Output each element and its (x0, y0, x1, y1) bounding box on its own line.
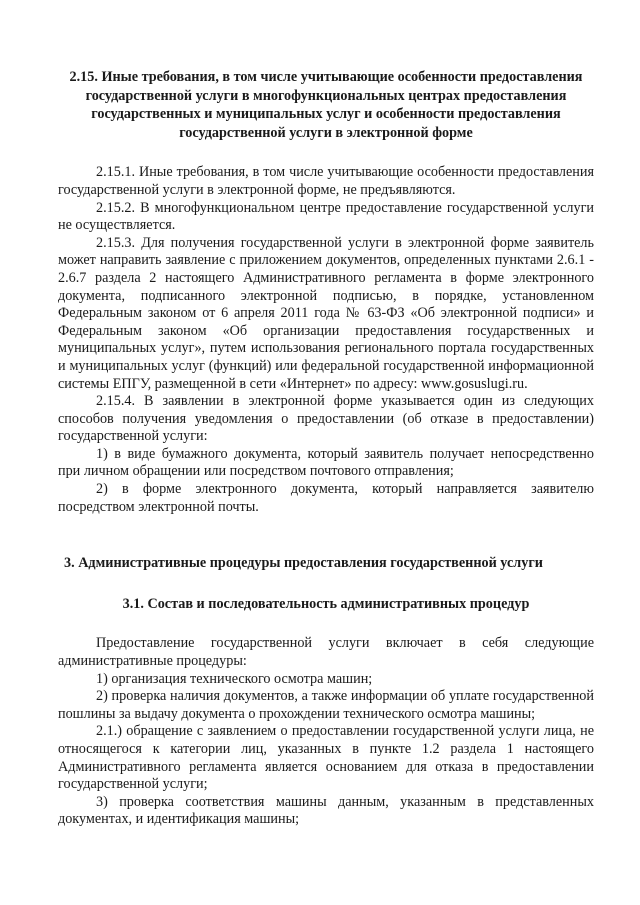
section-3-heading: 3. Административные процедуры предоставления государственной услуги (64, 555, 543, 572)
section-3-1-body (58, 635, 594, 829)
section-2-15-body (58, 164, 594, 516)
list-item-procedure-2: 2) проверка наличия документов, а также информации об уплате государственной пошлины за выдачу документа о прохождении технического осмотра машины; (58, 688, 594, 722)
paragraph-2-15-1: 2.15.1. Иные требования, в том числе учитывающие особенности предоставления государственной услуги в электронной форме, не предъявляются. (58, 164, 594, 198)
paragraph-2-15-3: 2.15.3. Для получения государственной услуги в электронной форме заявитель может направить заявление с приложением документов, определенных пунктами 2.6.1 - 2.6.7 раздела 2 настоящего Административного регламента в форме электронного документа, подписанного электронной подписью, в порядке, установленном Федеральным законом от 6 апреля 2011 года № 63-ФЗ «Об электронной подписи» и Федеральным законом «Об организации предоставления государственных и муниципальных услуг», путем использования регионального портала государственных и муниципальных услуг (функций) или федеральной государственной информационной системы ЕПГУ, размещенной в сети «Интернет» по адресу: www.gosuslugi.ru. (58, 234, 594, 392)
list-item-procedure-3: 3) проверка соответствия машины данным, указанным в представленных документах, и идентификация машины; (58, 793, 594, 828)
list-item-paper-document: 1) в виде бумажного документа, который заявитель получает непосредственно при личном обращении или посредством почтового отправления; (58, 445, 594, 480)
section-3-1-heading: 3.1. Состав и последовательность административных процедур (122, 595, 530, 612)
list-item-procedure-2-1: 2.1.) обращение с заявлением о предоставлении государственной услуги лица, не относящегося к категории лиц, указанных в пункте 1.2 раздела 1 настоящего Административного регламента является основанием для отказа в предоставлении государственной услуги; (58, 723, 594, 793)
list-item-electronic-document: 2) в форме электронного документа, который направляется заявителю посредством электронной почты. (58, 481, 594, 515)
list-item-procedure-1: 1) организация технического осмотра машин; (96, 670, 373, 687)
paragraph-3-1-intro: Предоставление государственной услуги включает в себя следующие административные процедуры: (58, 635, 594, 670)
section-2-15-heading: 2.15. Иные требования, в том числе учитывающие особенности предоставления государственной услуги в многофункциональных центрах предоставления государственных и муниципальных услуг и особенности предоставления государственной услуги в электронной форме (69, 69, 583, 141)
paragraph-2-15-4: 2.15.4. В заявлении в электронной форме указывается один из следующих способов получения уведомления о предоставлении (об отказе в предоставлении) государственной услуги: (58, 393, 594, 445)
paragraph-2-15-2: 2.15.2. В многофункциональном центре предоставление государственной услуги не осуществляется. (58, 199, 594, 234)
